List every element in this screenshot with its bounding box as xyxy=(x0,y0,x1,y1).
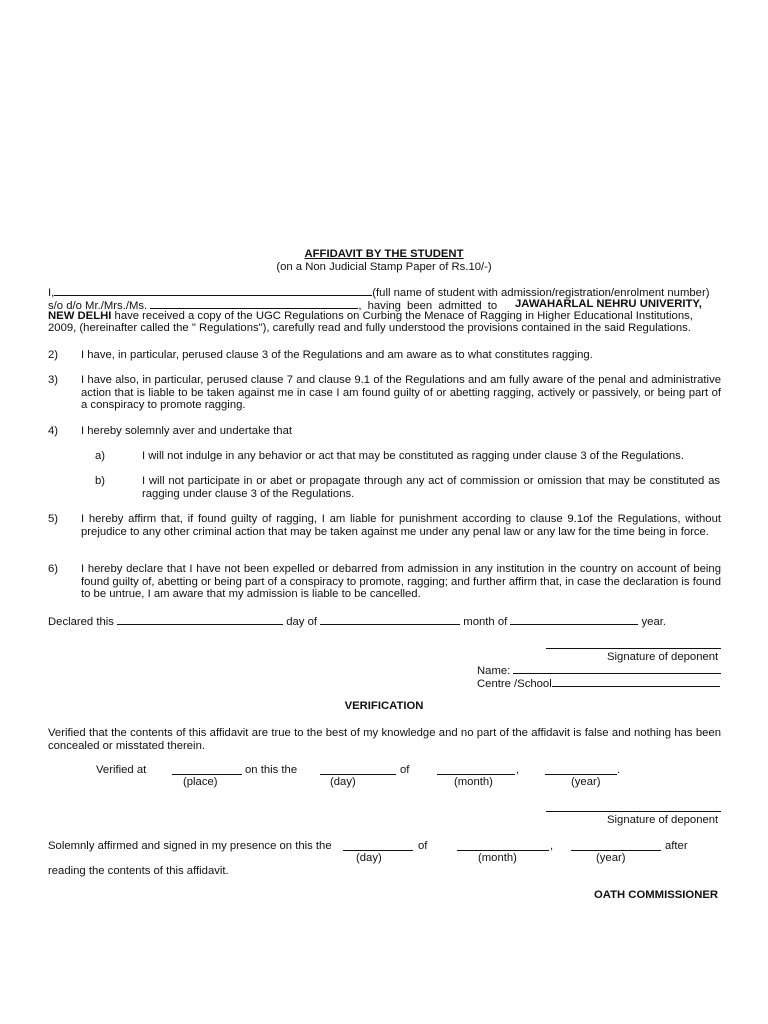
student-name-field[interactable] xyxy=(54,285,372,296)
name-row: Name: xyxy=(477,663,721,678)
year-field[interactable] xyxy=(545,774,617,775)
clause-number: 4) xyxy=(48,425,59,437)
clause-text: I hereby solemnly aver and undertake that xyxy=(81,425,293,437)
clause-number: 2) xyxy=(48,349,59,361)
place-label: (place) xyxy=(183,776,218,788)
document-subtitle: (on a Non Judicial Stamp Paper of Rs.10/-) xyxy=(276,261,492,273)
centre-field[interactable] xyxy=(552,676,720,687)
centre-row: Centre /School xyxy=(477,676,720,691)
clause-number: 3) xyxy=(48,374,59,386)
declared-day-field[interactable] xyxy=(117,614,283,625)
solemn-day-field[interactable] xyxy=(343,850,413,851)
subclause-text: I will not participate in or abet or propagate through any act of commission or omission that may be constituted as ragging under clause 3 of the Regulations. xyxy=(142,475,720,500)
document-title: AFFIDAVIT BY THE STUDENT xyxy=(304,248,464,260)
month-label: (month) xyxy=(454,776,493,788)
of-label: of xyxy=(400,764,410,776)
reading-text: reading the contents of this affidavit. xyxy=(48,865,229,877)
month-field[interactable] xyxy=(437,774,515,775)
subclause-text: I will not indulge in any behavior or act that may be constituted as ragging under clause 3 of the Regulations. xyxy=(142,450,684,462)
oath-commissioner: OATH COMMISSIONER xyxy=(594,889,719,901)
day-label: (day) xyxy=(356,852,382,864)
signature-label: Signature of deponent xyxy=(607,651,719,663)
verification-text: Verified that the contents of this affidavit are true to the best of my knowledge and no part of the affidavit is false and nothing has been concealed or misstated therein. xyxy=(48,727,721,752)
intro-line-1: I, (full name of student with admission/registration/enrolment number) xyxy=(48,287,710,299)
verification-title: VERIFICATION xyxy=(344,700,424,712)
subclause-number: b) xyxy=(95,475,106,487)
on-this-the-label: on this the xyxy=(245,764,298,776)
intro-line-3: NEW DELHI have received a copy of the UGC Regulations on Curbing the Menace of Ragging in Higher Educational Institutions, xyxy=(48,310,693,322)
place-field[interactable] xyxy=(172,774,242,775)
declared-month-field[interactable] xyxy=(320,614,460,625)
day-label: (day) xyxy=(330,776,356,788)
month-label: (month) xyxy=(478,852,517,864)
day-field[interactable] xyxy=(320,774,396,775)
year-label: (year) xyxy=(571,776,601,788)
declared-year-field[interactable] xyxy=(510,614,638,625)
solemn-month-field[interactable] xyxy=(457,850,549,851)
solemn-after: after xyxy=(665,840,688,852)
signature-line[interactable] xyxy=(546,811,721,812)
intro-line-2: s/o d/o Mr./Mrs./Ms. , having been admitted to xyxy=(48,300,498,312)
clause-text: I hereby affirm that, if found guilty of ragging, I am liable for punishment according to clause 9.1of the Regulations, without prejudice to any other criminal action that may be taken against me under any penal law or any law for the time being in force. xyxy=(81,513,721,538)
parent-name-field[interactable] xyxy=(150,298,358,309)
clause-text: I have also, in particular, perused clause 7 and clause 9.1 of the Regulations and am fully aware of the penal and administrative action that is liable to be taken against me in case I am found guilty of or abetting ragging, actively or passively, or being part of a conspiracy to promote ragging. xyxy=(81,374,721,412)
solemn-of: of xyxy=(418,840,428,852)
declared-line: Declared this day of month of year. xyxy=(48,616,667,628)
university-line-2: NEW DELHI xyxy=(48,310,112,322)
signature-line[interactable] xyxy=(546,648,721,649)
university-line-1: JAWAHARLAL NEHRU UNIVERITY, xyxy=(515,298,702,310)
solemn-text: Solemnly affirmed and signed in my presence on this the xyxy=(48,840,332,852)
subclause-number: a) xyxy=(95,450,106,462)
solemn-year-field[interactable] xyxy=(571,850,661,851)
solemn-comma: , xyxy=(550,840,554,852)
comma: , xyxy=(516,764,520,776)
clause-number: 5) xyxy=(48,513,59,525)
clause-text: I hereby declare that I have not been expelled or debarred from admission in any institution in the country on account of being found guilty of, abetting or being part of a conspiracy to promote, ragging; and further affirm that, in case the declaration is found to be untrue, I am aware that my admission is liable to be cancelled. xyxy=(81,563,721,601)
signature-label: Signature of deponent xyxy=(607,814,719,826)
name-field[interactable] xyxy=(513,663,721,674)
intro-line-4: 2009, (hereinafter called the " Regulations"), carefully read and fully understood the provisions contained in the said Regulations. xyxy=(48,322,691,334)
clause-number: 6) xyxy=(48,563,59,575)
year-label: (year) xyxy=(596,852,626,864)
verified-at-label: Verified at xyxy=(96,764,147,776)
clause-text: I have, in particular, perused clause 3 of the Regulations and am aware as to what constitutes ragging. xyxy=(81,349,593,361)
period: . xyxy=(617,764,621,776)
